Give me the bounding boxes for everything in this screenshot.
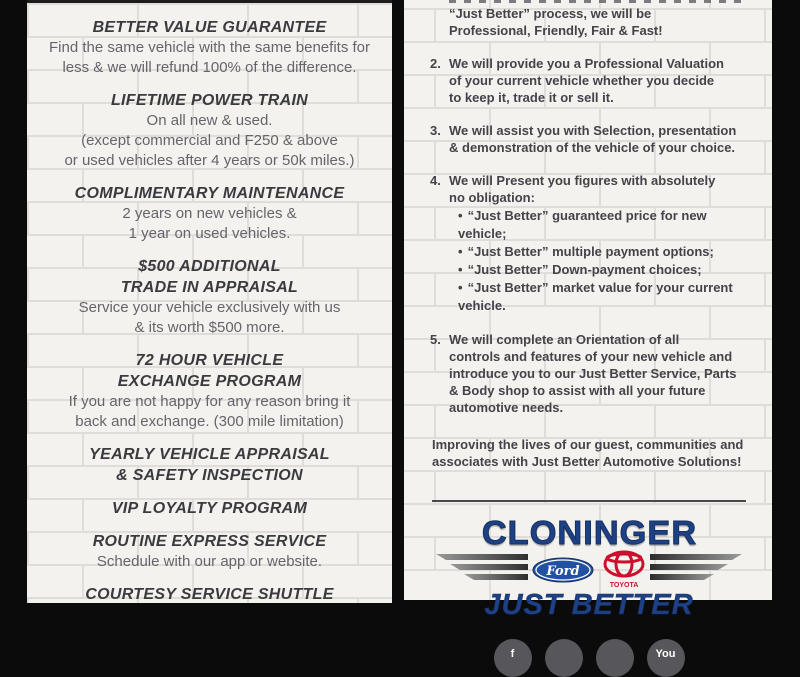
- promise-number: 3.: [430, 123, 441, 138]
- guarantee-section: [35, 183, 384, 244]
- promise-line: no obligation:: [449, 190, 535, 205]
- guarantee-section: [35, 444, 384, 486]
- twitter-icon[interactable]: [545, 639, 583, 677]
- promise-line: automotive needs.: [449, 400, 564, 415]
- promise-line: We will assist you with Selection, presentation: [449, 123, 737, 138]
- promise-line: to keep it, trade it or sell it.: [449, 90, 614, 105]
- guarantee-heading: $500 ADDITIONAL: [138, 258, 281, 275]
- bullet-text: “Just Better” multiple payment options;: [467, 244, 714, 259]
- promise-number: 2.: [430, 56, 441, 71]
- facebook-icon[interactable]: f: [494, 639, 532, 677]
- guarantee-section: [35, 531, 384, 572]
- guarantee-body-line: Schedule with our app or website.: [96, 553, 323, 570]
- promise-line: We will Present you figures with absolutely: [449, 173, 716, 188]
- guarantee-section: [35, 17, 384, 78]
- promise-line: We will complete an Orientation of all: [449, 332, 680, 347]
- guarantee-heading: ROUTINE EXPRESS SERVICE: [92, 533, 327, 550]
- promise-line: of your current vehicle whether you decide: [449, 73, 715, 88]
- guarantee-section: [35, 584, 384, 605]
- bullet-text: “Just Better” guaranteed price for new vehicle;: [458, 208, 707, 241]
- guarantee-heading: LIFETIME POWER TRAIN: [110, 92, 309, 109]
- guarantee-body-line: On all new & used.: [146, 112, 273, 129]
- promise-line: & Body shop to assist with all your future: [449, 383, 706, 398]
- guarantee-heading: & SAFETY INSPECTION: [116, 467, 303, 484]
- promise-number: 5.: [430, 332, 441, 347]
- social-icons-row: [430, 639, 748, 677]
- svg-text:Ford: Ford: [546, 564, 580, 579]
- guarantee-body-line: back and exchange. (300 mile limitation): [75, 413, 344, 430]
- promise-line: Professional, Friendly, Fair & Fast!: [449, 23, 663, 38]
- right-panel: [404, 0, 772, 660]
- promise-line: controls and features of your new vehicle and: [449, 349, 733, 364]
- dealer-name: CLONINGER: [481, 514, 697, 551]
- closing-line: Improving the lives of our guest, communities and: [432, 437, 744, 452]
- youtube-icon[interactable]: You: [647, 639, 685, 677]
- guarantee-heading: VIP LOYALTY PROGRAM: [111, 500, 308, 517]
- guarantee-body-line: (except commercial and F250 & above: [81, 132, 338, 149]
- promise-number: 4.: [430, 173, 441, 188]
- guarantee-body-line: Service your vehicle exclusively with us: [78, 299, 341, 316]
- promise-item: [430, 55, 748, 106]
- promise-bullet: [458, 279, 748, 315]
- promise-bullet: [458, 243, 748, 261]
- promise-line: We will provide you a Professional Valuation: [449, 56, 724, 71]
- promise-bullet: [458, 207, 748, 243]
- guarantee-heading: COURTESY SERVICE SHUTTLE: [85, 586, 334, 603]
- guarantee-heading: BETTER VALUE GUARANTEE: [92, 19, 327, 36]
- toyota-logo: [602, 550, 646, 590]
- promise-bullet: [458, 261, 748, 279]
- promise-line: “Just Better” process, we will be: [449, 6, 652, 21]
- guarantee-body-line: 2 years on new vehicles &: [122, 205, 297, 222]
- guarantee-heading: YEARLY VEHICLE APPRAISAL: [89, 446, 330, 463]
- guarantee-section: [35, 350, 384, 432]
- guarantee-section: [35, 498, 384, 519]
- bullet-dot: •: [458, 280, 463, 295]
- ford-logo: [532, 557, 594, 583]
- divider-rule: [432, 500, 746, 502]
- clipped-text-remnant: [449, 0, 745, 3]
- bullet-dot: •: [458, 262, 463, 277]
- guarantee-body-line: 1 year on used vehicles.: [128, 225, 291, 242]
- guarantee-body-line: & its worth $500 more.: [134, 319, 285, 336]
- right-wing-stripes: [650, 553, 742, 587]
- closing-line: associates with Just Better Automotive Solutions!: [432, 454, 742, 469]
- promise-item: [430, 331, 748, 416]
- left-wing-stripes: [436, 553, 528, 587]
- guarantee-body-line: or used vehicles after 4 years or 50k miles.): [64, 152, 355, 169]
- guarantee-body-line: If you are not happy for any reason bring it: [68, 393, 351, 410]
- bullet-text: “Just Better” Down-payment choices;: [467, 262, 702, 277]
- closing-statement: [430, 436, 748, 470]
- guarantee-section: [35, 256, 384, 338]
- left-panel: [27, 0, 392, 603]
- guarantee-heading: EXCHANGE PROGRAM: [117, 373, 302, 390]
- guarantee-body-line: Find the same vehicle with the same benefits for: [49, 39, 370, 56]
- guarantee-body-line: less & we will refund 100% of the difference.: [62, 59, 357, 76]
- instagram-icon[interactable]: [596, 639, 634, 677]
- promise-item: [430, 122, 748, 156]
- tagline: JUST BETTER: [484, 589, 694, 621]
- promise-line: & demonstration of the vehicle of your choice.: [449, 140, 736, 155]
- guarantee-list: [27, 3, 392, 605]
- dealer-logo: [430, 514, 748, 621]
- promise-line: introduce you to our Just Better Service, Parts: [449, 366, 737, 381]
- bullet-text: “Just Better” market value for your current vehicle.: [458, 280, 733, 313]
- bullet-dot: •: [458, 244, 463, 259]
- guarantee-section: [35, 90, 384, 171]
- promise-bullet-list: [449, 207, 748, 315]
- guarantee-heading: COMPLIMENTARY MAINTENANCE: [74, 185, 345, 202]
- bullet-dot: •: [458, 208, 463, 223]
- svg-text:TOYOTA: TOYOTA: [609, 582, 639, 589]
- guarantee-heading: TRADE IN APPRAISAL: [120, 279, 299, 296]
- promise-item: [430, 172, 748, 315]
- promise-item-clipped: [430, 5, 748, 39]
- promise-list: [430, 5, 748, 416]
- guarantee-heading: 72 HOUR VEHICLE: [135, 352, 284, 369]
